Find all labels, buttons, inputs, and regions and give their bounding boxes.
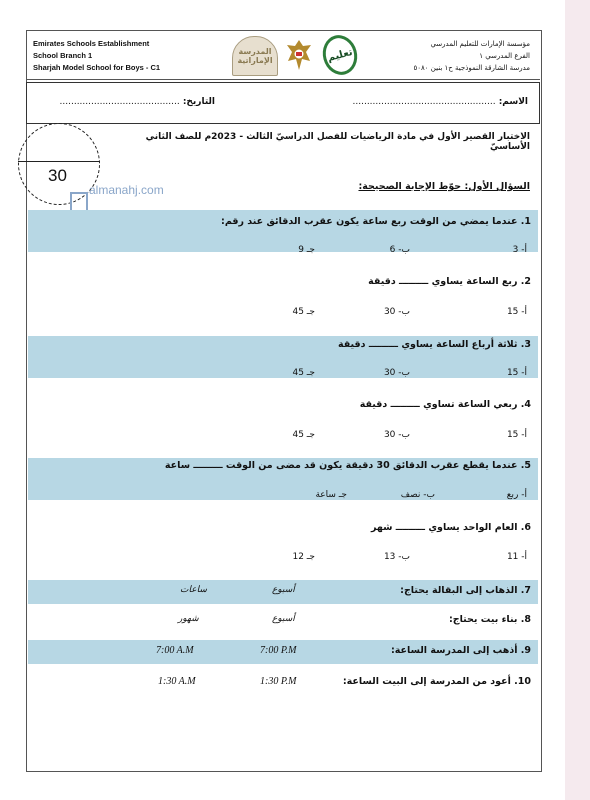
question-6: 6. العام الواحد يساوي ـــــــــ شهر (370, 522, 531, 533)
q5-option-a[interactable]: أ- ربع (506, 490, 527, 500)
question-2: 2. ربع الساعة يساوي ـــــــــ دقيقة (368, 276, 531, 287)
question-3: 3. ثلاثة أرباع الساعة يساوي ـــــــــ دقيقة (337, 339, 531, 350)
name-label: الاسم: (498, 97, 528, 107)
q8-option-2[interactable]: شهور (178, 614, 199, 624)
q3-option-b[interactable]: ب- 30 (383, 368, 410, 378)
q3-option-c[interactable]: جـ 45 (292, 368, 315, 378)
q6-option-a[interactable]: أ- 11 (506, 552, 527, 562)
score-total: 30 (48, 166, 67, 185)
q8-option-1[interactable]: أسبوع (272, 614, 295, 624)
q1-option-a[interactable]: أ- 3 (512, 245, 527, 255)
date-field[interactable] (60, 97, 215, 107)
q5-option-c[interactable]: جـ ساعة (315, 490, 347, 500)
section-title: السؤال الأول: حوّط الإجابة الصحيحة: (358, 181, 530, 192)
taleem-logo (323, 36, 357, 74)
q5-option-b[interactable]: ب- نصف (400, 490, 435, 500)
q9-option-2[interactable]: 7:00 A.M (156, 645, 194, 656)
q4-option-c[interactable]: جـ 45 (292, 430, 315, 440)
header-ar-line: مؤسسة الإمارات للتعليم المدرسي (430, 40, 530, 48)
taleem-logo-text: تعليم (318, 31, 361, 78)
q2-option-a[interactable]: أ- 15 (506, 307, 527, 317)
score-divider (18, 161, 100, 162)
header-divider (26, 79, 540, 80)
q2-option-b[interactable]: ب- 30 (383, 307, 410, 317)
q1-option-b[interactable]: ب- 6 (389, 245, 410, 255)
name-field[interactable] (353, 97, 528, 107)
date-dots: .......................................... (59, 97, 180, 107)
question-9: 9. أذهب إلى المدرسة الساعة: (390, 645, 531, 656)
question-10: 10. أعود من المدرسة إلى البيت الساعة: (342, 676, 531, 687)
name-dots: .................................................. (352, 97, 496, 107)
q3-option-a[interactable]: أ- 15 (506, 368, 527, 378)
side-panel (565, 0, 590, 800)
q9-option-1[interactable]: 7:00 P.M (260, 645, 297, 656)
question-1: 1. عندما يمضي من الوقت ربع ساعة يكون عقرب الدقائق عند رقم: (221, 216, 531, 227)
emirati-school-logo (232, 36, 278, 76)
question-5: 5. عندما يقطع عقرب الدقائق 30 دقيقة يكون قد مضى من الوقت ـــــــــ ساعة (164, 460, 531, 471)
header-arabic (414, 38, 530, 74)
header-en-line: School Branch 1 (33, 51, 93, 60)
header-ar-line: مدرسة الشارقة النموذجية ح١ بنين ٥٠٨٠ (413, 64, 530, 72)
question-7: 7. الذهاب إلى البقالة يحتاج: (400, 585, 531, 596)
q10-option-1[interactable]: 1:30 P.M (260, 676, 297, 687)
q7-option-1[interactable]: أسبوع (272, 585, 295, 595)
question-8: 8. بناء بيت يحتاج: (448, 614, 531, 625)
q6-option-c[interactable]: جـ 12 (292, 552, 315, 562)
question-4: 4. ربعي الساعة تساوي ـــــــــ دقيقة (359, 399, 531, 410)
header-ar-line: الفرع المدرسي ١ (479, 52, 530, 60)
q2-option-c[interactable]: جـ 45 (292, 307, 315, 317)
q10-option-2[interactable]: 1:30 A.M (158, 676, 196, 687)
q6-option-b[interactable]: ب- 13 (383, 552, 410, 562)
q4-option-a[interactable]: أ- 15 (506, 430, 527, 440)
header-en-line: Sharjah Model School for Boys - C1 (33, 63, 161, 72)
date-label: التاريخ: (182, 97, 215, 107)
header-en-line: Emirates Schools Establishment (33, 39, 150, 48)
header-english (33, 38, 160, 74)
page-title: الاختبار القصير الأول في مادة الرياضيات للفصل الدراسيّ الثالث - 2023م للصف الثاني الأساسيّ (145, 132, 530, 152)
watermark-site: almanahj.com (89, 183, 164, 197)
uae-emblem-icon (283, 36, 315, 74)
logo-school-text: المدرسة الإماراتية (237, 47, 273, 65)
q1-option-c[interactable]: جـ 9 (298, 245, 315, 255)
q7-option-2[interactable]: ساعات (180, 585, 207, 595)
q4-option-b[interactable]: ب- 30 (383, 430, 410, 440)
